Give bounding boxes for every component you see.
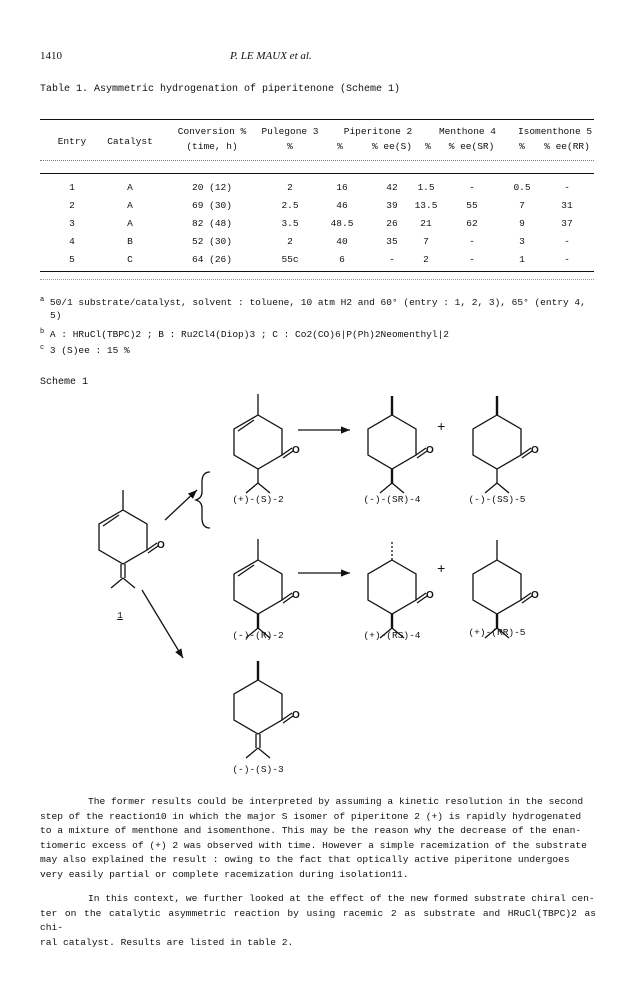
table-cell: A xyxy=(127,200,133,211)
table-cell: 4 xyxy=(69,236,75,247)
table-cell: - xyxy=(564,182,570,193)
table-cell: - xyxy=(389,254,395,265)
label-r-2: (-)-(R)-2 xyxy=(232,630,284,641)
text-line: In this context, we further looked at the effect of the new formed substrate chiral cen- xyxy=(88,893,595,904)
table-cell: - xyxy=(564,236,570,247)
table-cell: 39 xyxy=(386,200,398,211)
oxygen-label: O xyxy=(292,445,300,456)
label-compound-1: 1 xyxy=(117,610,123,621)
table-cell: 2 xyxy=(287,236,293,247)
molecule-1-pulegone-precursor xyxy=(99,490,158,588)
col-isomenthone: Isomenthone 5 xyxy=(517,126,593,137)
molecule-ss-isomenthone xyxy=(473,396,532,493)
table-cell: 3 xyxy=(519,236,525,247)
table-cell: 55 xyxy=(466,200,478,211)
plus-sign-middle: + xyxy=(437,562,446,578)
label-rr-5: (+)-(RR)-5 xyxy=(468,627,526,638)
table-cell: 52 (30) xyxy=(192,236,232,247)
running-head: P. LE MAUX et al. xyxy=(230,50,312,62)
table-cell: 48.5 xyxy=(330,218,354,229)
arrow-to-2 xyxy=(165,490,197,520)
text-line: step of the reaction10 in which the major S isomer of piperitone 2 (+) is rapidly hydrogenated xyxy=(40,810,582,822)
body-paragraph-2 xyxy=(40,892,596,950)
footnote-c-text: 3 (S)ee : 15 % xyxy=(49,345,130,357)
oxygen-label: O xyxy=(157,540,165,551)
oxygen-label: O xyxy=(292,590,300,601)
footnote-b-text: A : HRuCl(TBPC)2 ; B : Ru2Cl4(Diop)3 ; C : Co2(CO)6|P(Ph)2Neomenthyl|2 xyxy=(49,329,449,341)
molecule-rr-isomenthone xyxy=(473,540,532,638)
label-s-2: (+)-(S)-2 xyxy=(232,494,284,505)
col-pulegone-sub: % xyxy=(287,141,293,152)
label-rs-4: (+)-(RS)-4 xyxy=(363,630,421,641)
table-cell: 3 xyxy=(69,218,75,229)
table-cell: A xyxy=(127,182,133,193)
page-number: 1410 xyxy=(40,50,62,62)
table-cell: 35 xyxy=(386,236,398,247)
table-cell: 69 (30) xyxy=(192,200,232,211)
table-cell: 82 (48) xyxy=(192,218,232,229)
col-catalyst: Catalyst xyxy=(107,136,153,147)
table-cell: - xyxy=(469,236,475,247)
table-cell: 5 xyxy=(69,254,75,265)
molecule-s-pulegone xyxy=(234,661,293,758)
table-cell: C xyxy=(127,254,133,265)
footnote-c: $^c$ 3 (S)ee : 15 % xyxy=(40,344,130,357)
oxygen-label: O xyxy=(531,590,539,601)
plus-sign-top: + xyxy=(437,420,446,436)
col-isomenthone-pct: % xyxy=(519,141,525,152)
footnote-a-line1: 50/1 substrate/catalyst, solvent : toluene, 10 atm H2 and 60° (entry : 1, 2, 3), 65° (entry 4, xyxy=(49,297,586,309)
table-cell: 9 xyxy=(519,218,525,229)
table-cell: 2 xyxy=(69,200,75,211)
table-caption: Table 1. Asymmetric hydrogenation of piperitenone (Scheme 1) xyxy=(40,84,401,95)
col-pulegone: Pulegone 3 xyxy=(261,126,319,137)
table-cell: 21 xyxy=(420,218,432,229)
col-menthone: Menthone 4 xyxy=(438,126,496,137)
oxygen-label: O xyxy=(426,445,434,456)
scheme-drawing xyxy=(0,380,624,780)
table-cell: 16 xyxy=(336,182,348,193)
table-cell: 40 xyxy=(336,236,348,247)
col-isomenthone-ee: % ee(RR) xyxy=(544,141,590,152)
col-entry: Entry xyxy=(57,136,87,147)
table-header-rule xyxy=(40,160,594,161)
brace xyxy=(196,472,210,528)
table-mid-rule xyxy=(40,173,594,174)
text-line: The former results could be interpreted by assuming a kinetic resolution in the second xyxy=(88,796,584,807)
footnote-a: $^a$ 50/1 substrate/catalyst, solvent : toluene, 10 atm H2 and 60° (entry : 1, 2, 3), 65° (entry 4, 5) xyxy=(40,296,586,322)
label-ss-5: (-)-(SS)-5 xyxy=(468,494,526,505)
table-cell: 55c xyxy=(281,254,299,265)
table-cell: 1 xyxy=(519,254,525,265)
text-line: ral catalyst. Results are listed in table 2. xyxy=(40,936,294,948)
table-cell: 13.5 xyxy=(414,200,438,211)
table-cell: 1.5 xyxy=(417,182,435,193)
arrow-to-3 xyxy=(142,590,183,658)
col-piperitone-pct: % xyxy=(337,141,343,152)
text-line: may also explained the result : owing to the fact that optically active piperitone undergoes xyxy=(40,854,570,866)
text-line: ter on the catalytic asymmetric reaction by using racemic 2 as substrate and HRuCl(TBPC)2 as chi- xyxy=(40,907,596,934)
table-cell: 37 xyxy=(561,218,573,229)
table-cell: 0.5 xyxy=(513,182,531,193)
col-conversion-sub: (time, h) xyxy=(186,141,238,152)
label-sr-4: (-)-(SR)-4 xyxy=(363,494,421,505)
text-line: tiomeric excess of (+) 2 was observed with time. However a simple racemization of the substrate xyxy=(40,839,587,851)
body-paragraph-1 xyxy=(40,795,596,883)
footnote-a-line2: 5) xyxy=(50,310,62,322)
table-cell: 2.5 xyxy=(281,200,299,211)
text-line: to a mixture of menthone and isomenthone. This may be the reason why the decrease of the enan- xyxy=(40,825,582,837)
footnote-b: $^b$ A : HRuCl(TBPC)2 ; B : Ru2Cl4(Diop)3 ; C : Co2(CO)6|P(Ph)2Neomenthyl|2 xyxy=(40,328,449,341)
text-line: very easily partial or complete racemization during isolation11. xyxy=(40,868,409,880)
table-cell: - xyxy=(469,254,475,265)
table-cell: 3.5 xyxy=(281,218,299,229)
oxygen-label: O xyxy=(531,445,539,456)
table-cell: 62 xyxy=(466,218,478,229)
label-s-3: (-)-(S)-3 xyxy=(232,764,284,775)
molecule-rs-menthone xyxy=(368,540,427,638)
col-piperitone: Piperitone 2 xyxy=(343,126,413,137)
table-cell: 26 xyxy=(386,218,398,229)
scheme-title: Scheme 1 xyxy=(40,377,89,388)
oxygen-label: O xyxy=(292,710,300,721)
table-cell: 31 xyxy=(561,200,573,211)
table-dotted-rule xyxy=(40,279,594,280)
table-cell: 20 (12) xyxy=(192,182,232,193)
table-bottom-rule xyxy=(40,271,594,272)
molecule-s-piperitone xyxy=(234,394,293,493)
table-top-rule xyxy=(40,119,594,120)
table-cell: 7 xyxy=(519,200,525,211)
col-menthone-pct: % xyxy=(425,141,431,152)
col-menthone-ee: % ee(SR) xyxy=(448,141,495,152)
table-cell: 64 (26) xyxy=(192,254,232,265)
molecule-sr-menthone xyxy=(368,396,427,493)
molecule-r-piperitone xyxy=(234,539,293,638)
table-cell: 2 xyxy=(287,182,293,193)
col-piperitone-ee: % ee(S) xyxy=(372,141,412,152)
table-cell: 1 xyxy=(69,182,75,193)
table-cell: 7 xyxy=(423,236,429,247)
table-cell: B xyxy=(127,236,133,247)
table-cell: 2 xyxy=(423,254,429,265)
table-cell: 6 xyxy=(339,254,345,265)
table-cell: 46 xyxy=(336,200,348,211)
col-conversion: Conversion % xyxy=(177,126,247,137)
table-cell: A xyxy=(127,218,133,229)
table-cell: 42 xyxy=(386,182,398,193)
table-cell: - xyxy=(564,254,570,265)
oxygen-label: O xyxy=(426,590,434,601)
table-cell: - xyxy=(469,182,475,193)
